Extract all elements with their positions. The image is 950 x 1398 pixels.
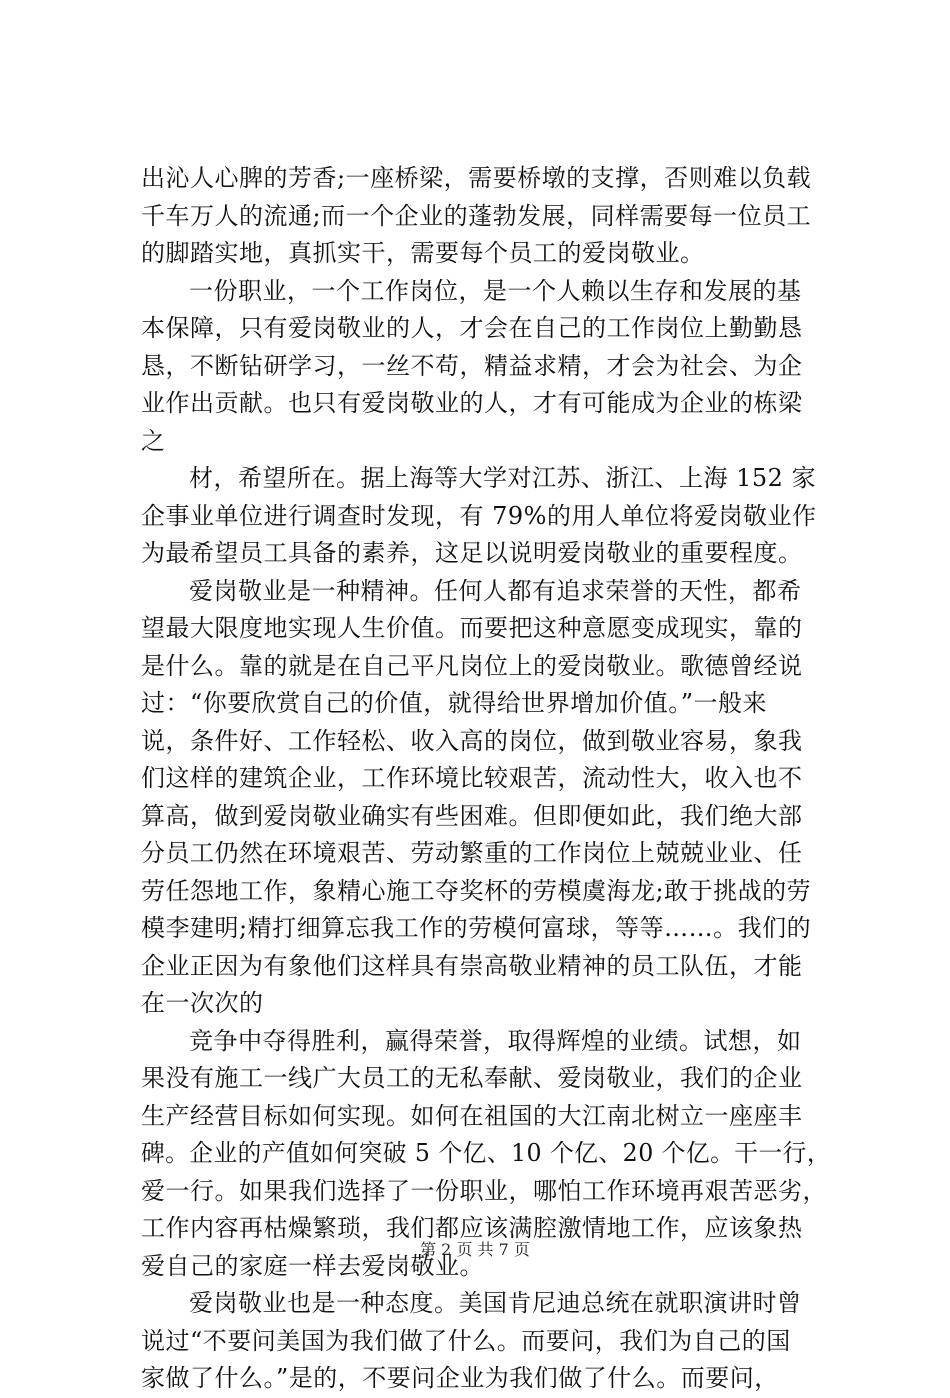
text-line: 恳，不断钻研学习，一丝不苟，精益求精，才会为社会、为企: [141, 351, 803, 380]
document-body: [141, 160, 831, 1398]
text-line: 望最大限度地实现人生价值。而要把这种意愿变成现实，靠的: [141, 614, 803, 642]
text-line: 生产经营目标如何实现。如何在祖国的大江南北树立一座座丰: [141, 1101, 803, 1130]
text-line: 业作出贡献。也只有爱岗敬业的人，才有可能成为企业的栋梁: [141, 389, 803, 417]
text-line: 企业正因为有象他们这样具有崇高敬业精神的员工队伍，才能: [141, 951, 803, 980]
text-line: 为最希望员工具备的素养，这足以说明爱岗敬业的重要程度。: [141, 539, 803, 567]
text-line: 们这样的建筑企业，工作环境比较艰苦，流动性大，收入也不: [141, 764, 803, 792]
text-line: 爱自己的家庭一样去爱岗敬业。: [141, 1251, 484, 1280]
text-line: 在一次次的: [141, 989, 264, 1017]
text-line: 企事业单位进行调查时发现，有 79%的用人单位将爱岗敬业作: [141, 501, 817, 530]
text-line: 本保障，只有爱岗敬业的人，才会在自己的工作岗位上勤勤恳: [141, 314, 803, 342]
text-line: 出沁人心脾的芳香;一座桥梁，需要桥墩的支撑，否则难以负载: [141, 164, 812, 192]
text-line: 一份职业，一个工作岗位，是一个人赖以生存和发展的基: [189, 276, 802, 305]
text-line: 模李建明;精打细算忘我工作的劳模何富球，等等……。我们的: [141, 914, 812, 942]
text-line: 爱一行。如果我们选择了一份职业，哪怕工作环境再艰苦恶劣，: [141, 1176, 827, 1205]
text-line: 之: [141, 426, 166, 455]
text-line: 劳任怨地工作，象精心施工夺奖杯的劳模虞海龙;敢于挑战的劳: [141, 876, 812, 905]
text-line: 工作内容再枯燥繁琐，我们都应该满腔激情地工作，应该象热: [141, 1214, 803, 1242]
text-line: 分员工仍然在环境艰苦、劳动繁重的工作岗位上兢兢业业、任: [141, 839, 803, 867]
text-line: 的脚踏实地，真抓实干，需要每个员工的爱岗敬业。: [141, 239, 705, 267]
text-line: 爱岗敬业是一种精神。任何人都有追求荣誉的天性，都希: [189, 576, 802, 605]
text-line: 果没有施工一线广大员工的无私奉献、爱岗敬业，我们的企业: [141, 1064, 803, 1092]
text-line: 是什么。靠的就是在自己平凡岗位上的爱岗敬业。歌德曾经说: [141, 651, 803, 680]
text-line: 过：“你要欣赏自己的价值，就得给世界增加价值。”一般来: [141, 689, 768, 717]
text-line: 说过“不要问美国为我们做了什么。而要问，我们为自己的国: [141, 1326, 791, 1355]
text-line: 材，希望所在。据上海等大学对江苏、浙江、上海 152 家: [189, 464, 817, 492]
page-footer: 第 2 页 共 7 页: [420, 1240, 530, 1259]
text-line: 家做了什么。”是的，不要问企业为我们做了什么。而要问，: [141, 1364, 779, 1392]
text-line: 算高，做到爱岗敬业确实有些困难。但即便如此，我们绝大部: [141, 801, 803, 830]
text-line: 碑。企业的产值如何突破 5 个亿、10 个亿、20 个亿。干一行，: [141, 1139, 831, 1167]
text-line: 说，条件好、工作轻松、收入高的岗位，做到敬业容易，象我: [141, 726, 803, 755]
text-line: 千车万人的流通;而一个企业的蓬勃发展，同样需要每一位员工: [141, 201, 812, 230]
text-line: 竞争中夺得胜利，赢得荣誉，取得辉煌的业绩。试想，如: [189, 1026, 802, 1055]
text-line: 爱岗敬业也是一种态度。美国肯尼迪总统在就职演讲时曾: [189, 1289, 802, 1317]
